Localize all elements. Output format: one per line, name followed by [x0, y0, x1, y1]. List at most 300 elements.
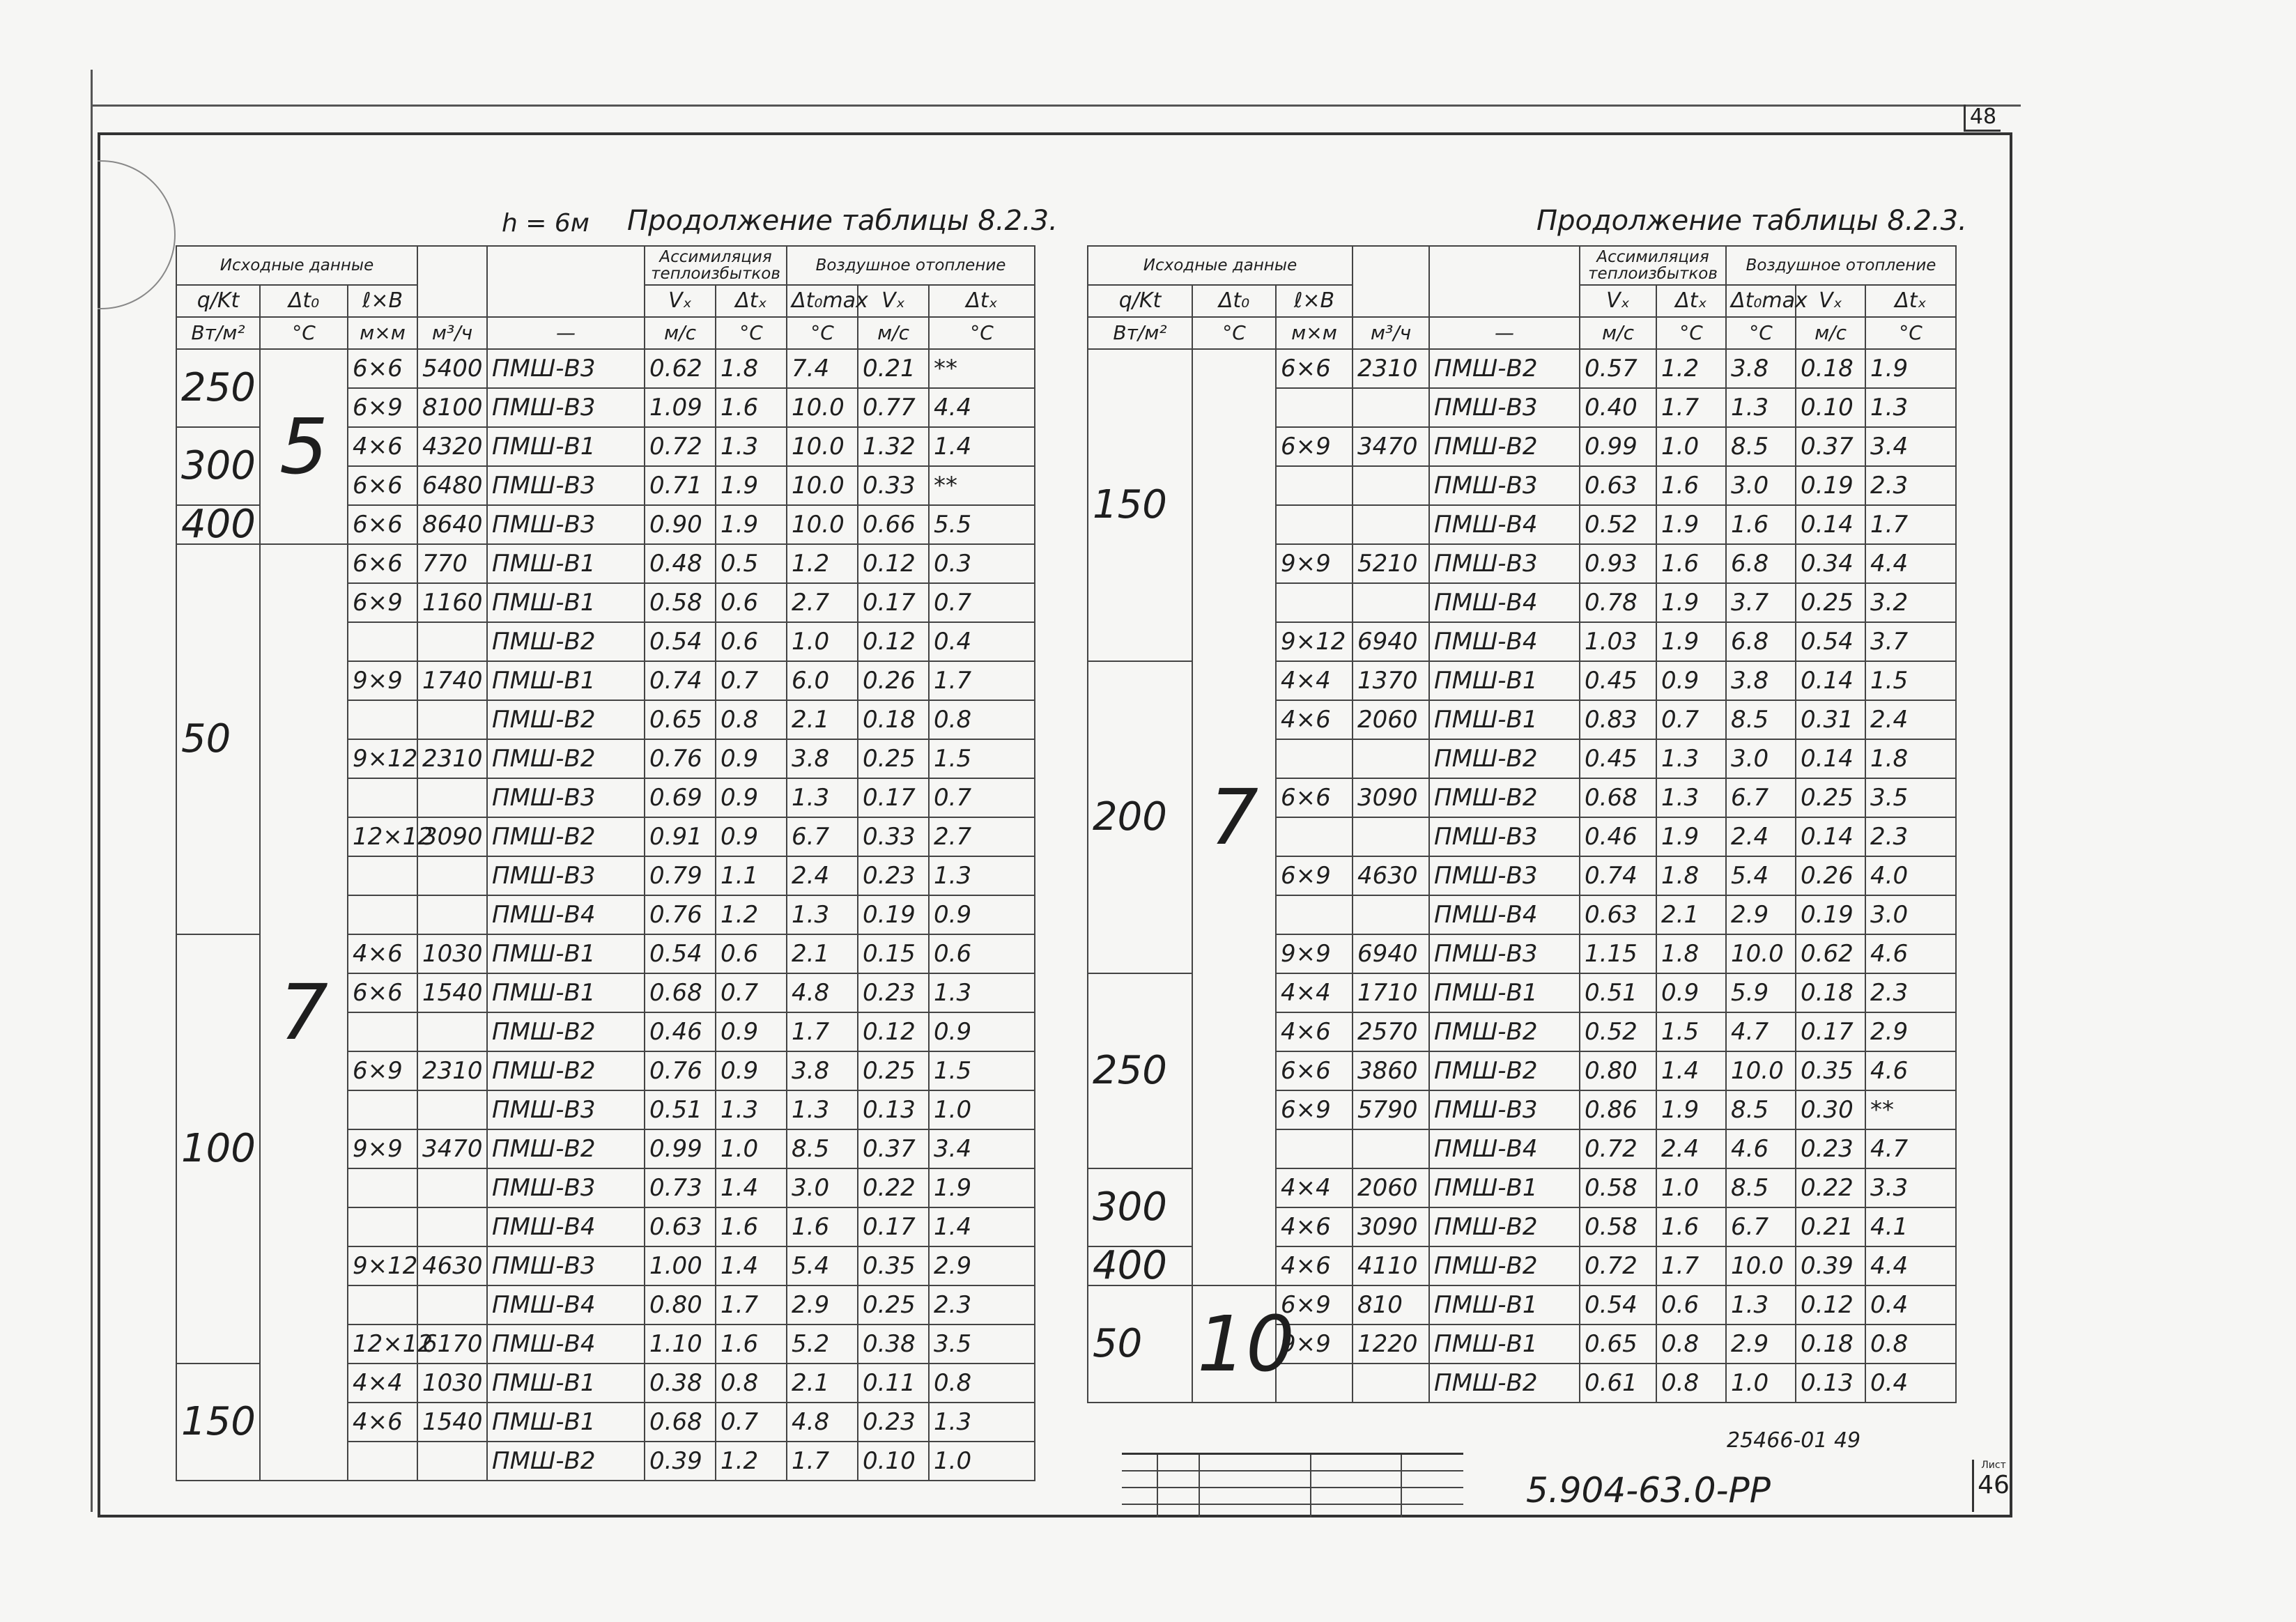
- q-value-cell: 300: [176, 427, 260, 505]
- cell-dtx2: **: [929, 349, 1035, 388]
- unit-dtx1: °C: [716, 317, 787, 349]
- cell-lxb: 4×4: [348, 1364, 417, 1403]
- cell-type: ПМШ-В1: [487, 583, 645, 622]
- cell-lo: 770: [417, 544, 487, 583]
- cell-dtx1: 0.6: [1656, 1285, 1726, 1324]
- cell-lxb: 6×6: [1276, 778, 1353, 817]
- cell-vx2: 0.23: [858, 1403, 929, 1442]
- cell-lo: 5400: [417, 349, 487, 388]
- cell-lo: [1353, 1129, 1429, 1168]
- cell-lo: 1030: [417, 1364, 487, 1403]
- cell-type: ПМШ-В3: [1429, 817, 1580, 856]
- cell-vx1: 0.79: [645, 856, 716, 895]
- cell-dtx1: 1.7: [716, 1285, 787, 1324]
- cell-dtx1: 0.9: [1656, 973, 1726, 1012]
- unit-lo: м³/ч: [417, 317, 487, 349]
- cell-lo: 6940: [1353, 934, 1429, 973]
- cell-type: ПМШ-В2: [487, 739, 645, 778]
- document-code: 5.904-63.0-РР: [1526, 1470, 1771, 1511]
- cell-dtomax: 1.3: [787, 778, 858, 817]
- header-vx2: Vₓ: [858, 285, 929, 317]
- sheet-number: 46: [1978, 1471, 2010, 1499]
- cell-vx1: 0.93: [1580, 544, 1656, 583]
- cell-type: ПМШ-В1: [487, 1364, 645, 1403]
- cell-dtomax: 1.2: [787, 544, 858, 583]
- cell-dtx2: 3.4: [929, 1129, 1035, 1168]
- cell-dtx2: 0.9: [929, 1012, 1035, 1051]
- cell-lo: 3470: [1353, 427, 1429, 466]
- cell-lo: 810: [1353, 1285, 1429, 1324]
- cell-vx1: 0.83: [1580, 700, 1656, 739]
- cell-lxb: 4×6: [1276, 700, 1353, 739]
- cell-dtomax: 4.8: [787, 1403, 858, 1442]
- cell-type: ПМШ-В2: [487, 622, 645, 661]
- q-value-cell: 100: [176, 934, 260, 1364]
- header-assimilation: Ассимиляция теплоизбытков: [645, 246, 787, 285]
- cell-lxb: 4×6: [348, 1403, 417, 1442]
- cell-vx2: 0.18: [1796, 349, 1865, 388]
- cell-type: ПМШ-В1: [487, 661, 645, 700]
- unit-vx1: м/с: [1580, 317, 1656, 349]
- cell-lxb: [348, 1090, 417, 1129]
- cell-type: ПМШ-В3: [487, 856, 645, 895]
- cell-lo: 1030: [417, 934, 487, 973]
- cell-dtx1: 0.9: [1656, 661, 1726, 700]
- header-dtx2: Δtₓ: [1865, 285, 1956, 317]
- cell-type: ПМШ-В3: [1429, 1090, 1580, 1129]
- cell-dtomax: 8.5: [1726, 700, 1796, 739]
- cell-dtx1: 0.8: [716, 700, 787, 739]
- cell-dtomax: 1.3: [1726, 388, 1796, 427]
- cell-type: ПМШ-В2: [1429, 1246, 1580, 1285]
- cell-vx1: 0.68: [645, 1403, 716, 1442]
- cell-vx1: 1.10: [645, 1324, 716, 1364]
- cell-dtomax: 3.8: [1726, 349, 1796, 388]
- cell-vx2: 0.31: [1796, 700, 1865, 739]
- cell-vx2: 0.19: [1796, 895, 1865, 934]
- header-dto: Δt₀: [1192, 285, 1276, 317]
- cell-type: ПМШ-В2: [1429, 739, 1580, 778]
- cell-dtx1: 1.3: [1656, 778, 1726, 817]
- cell-type: ПМШ-В2: [487, 1129, 645, 1168]
- unit-dto: °C: [1192, 317, 1276, 349]
- cell-vx1: 0.52: [1580, 1012, 1656, 1051]
- cell-vx2: 0.10: [858, 1442, 929, 1481]
- cell-lxb: [1276, 1129, 1353, 1168]
- cell-lxb: 9×9: [1276, 1324, 1353, 1364]
- cell-vx1: 0.71: [645, 466, 716, 505]
- cell-lxb: 6×9: [1276, 1090, 1353, 1129]
- cell-type: ПМШ-В1: [1429, 1324, 1580, 1364]
- cell-lxb: [348, 778, 417, 817]
- cell-lo: 1160: [417, 583, 487, 622]
- cell-dtx2: 1.0: [929, 1090, 1035, 1129]
- cell-vx1: 0.74: [1580, 856, 1656, 895]
- cell-lo: 1710: [1353, 973, 1429, 1012]
- cell-lxb: [348, 700, 417, 739]
- unit-type: —: [487, 317, 645, 349]
- cell-lo: [1353, 739, 1429, 778]
- cell-lxb: [1276, 388, 1353, 427]
- cell-dtomax: 5.9: [1726, 973, 1796, 1012]
- cell-dtx2: 2.3: [1865, 817, 1956, 856]
- cell-dtx2: 1.4: [929, 427, 1035, 466]
- header-air-heating: Воздушное отопление: [787, 246, 1035, 285]
- cell-lxb: [348, 622, 417, 661]
- dto-value-cell: 7: [260, 544, 348, 1481]
- cell-lo: 1540: [417, 973, 487, 1012]
- cell-lo: 2570: [1353, 1012, 1429, 1051]
- cell-dtx2: 2.3: [929, 1285, 1035, 1324]
- cell-dtomax: 3.0: [1726, 739, 1796, 778]
- cell-lo: 6480: [417, 466, 487, 505]
- cell-dtx1: 0.8: [1656, 1324, 1726, 1364]
- cell-lo: [1353, 895, 1429, 934]
- cell-vx2: 0.26: [858, 661, 929, 700]
- cell-lxb: 9×9: [1276, 544, 1353, 583]
- cell-dtx2: 2.4: [1865, 700, 1956, 739]
- cell-dtomax: 4.7: [1726, 1012, 1796, 1051]
- dto-value-cell: 7: [1192, 349, 1276, 1285]
- cell-dtomax: 10.0: [787, 505, 858, 544]
- left-data-table: [176, 245, 1035, 1481]
- cell-vx1: 0.51: [1580, 973, 1656, 1012]
- cell-dtx2: 3.5: [929, 1324, 1035, 1364]
- header-q: q/Kt: [176, 285, 260, 317]
- table-row: [1088, 1285, 1956, 1324]
- cell-lxb: 6×6: [348, 544, 417, 583]
- footer-number: 25466-01 49: [1727, 1428, 1861, 1453]
- header-lxb: ℓ×B: [348, 285, 417, 317]
- cell-type: ПМШ-В4: [487, 895, 645, 934]
- cell-vx2: 0.25: [858, 1051, 929, 1090]
- cell-lxb: [348, 895, 417, 934]
- cell-dtx2: 0.7: [929, 583, 1035, 622]
- cell-lxb: [348, 1442, 417, 1481]
- cell-vx1: 1.00: [645, 1246, 716, 1285]
- cell-dtomax: 3.7: [1726, 583, 1796, 622]
- header-vx1: Vₓ: [1580, 285, 1656, 317]
- cell-vx2: 0.14: [1796, 817, 1865, 856]
- cell-dtx2: 1.3: [929, 973, 1035, 1012]
- cell-vx2: 0.13: [1796, 1364, 1865, 1403]
- cell-vx1: 0.46: [645, 1012, 716, 1051]
- cell-dtomax: 1.0: [1726, 1364, 1796, 1403]
- cell-vx1: 0.80: [1580, 1051, 1656, 1090]
- cell-dtx1: 1.6: [1656, 1207, 1726, 1246]
- cell-type: ПМШ-В2: [1429, 349, 1580, 388]
- cell-lo: 2310: [417, 1051, 487, 1090]
- cell-dtomax: 6.8: [1726, 622, 1796, 661]
- cell-lo: 1370: [1353, 661, 1429, 700]
- cell-dtx1: 0.6: [716, 934, 787, 973]
- cell-type: ПМШ-В2: [487, 817, 645, 856]
- unit-dtx2: °C: [929, 317, 1035, 349]
- cell-dtx2: 4.4: [1865, 1246, 1956, 1285]
- cell-dtomax: 6.7: [787, 817, 858, 856]
- cell-vx2: 0.22: [1796, 1168, 1865, 1207]
- cell-lxb: 12×12: [348, 817, 417, 856]
- cell-dtomax: 6.0: [787, 661, 858, 700]
- cell-lo: 6940: [1353, 622, 1429, 661]
- q-value-cell: 200: [1088, 661, 1192, 973]
- cell-lxb: 9×9: [1276, 934, 1353, 973]
- cell-dtomax: 1.7: [787, 1442, 858, 1481]
- cell-dtx1: 1.8: [1656, 856, 1726, 895]
- cell-dtx2: 0.4: [929, 622, 1035, 661]
- q-value-cell: 50: [1088, 1285, 1192, 1403]
- cell-lxb: [348, 1285, 417, 1324]
- cell-dtx2: 0.7: [929, 778, 1035, 817]
- cell-dtx2: 0.3: [929, 544, 1035, 583]
- cell-lxb: [348, 856, 417, 895]
- cell-vx2: 0.14: [1796, 661, 1865, 700]
- cell-dtomax: 5.4: [1726, 856, 1796, 895]
- cell-lo: 6170: [417, 1324, 487, 1364]
- cell-lo: [417, 1207, 487, 1246]
- cell-dtx2: 0.8: [929, 700, 1035, 739]
- cell-dtx1: 1.2: [716, 895, 787, 934]
- table-row: [1088, 349, 1956, 388]
- cell-type: ПМШ-В2: [1429, 1207, 1580, 1246]
- q-value-cell: 250: [176, 349, 260, 427]
- cell-dtx1: 1.2: [1656, 349, 1726, 388]
- cell-type: ПМШ-В3: [1429, 544, 1580, 583]
- cell-dtx2: 4.7: [1865, 1129, 1956, 1168]
- cell-dtx1: 0.9: [716, 1012, 787, 1051]
- cell-vx2: 0.33: [858, 466, 929, 505]
- cell-lo: 5790: [1353, 1090, 1429, 1129]
- cell-lxb: 4×6: [348, 427, 417, 466]
- cell-vx2: 0.17: [858, 583, 929, 622]
- cell-type: ПМШ-В3: [487, 466, 645, 505]
- cell-vx1: 0.45: [1580, 739, 1656, 778]
- cell-dtx1: 2.1: [1656, 895, 1726, 934]
- cell-type: ПМШ-В1: [1429, 661, 1580, 700]
- cell-type: ПМШ-В1: [1429, 1285, 1580, 1324]
- cell-vx2: 0.23: [858, 973, 929, 1012]
- unit-q: Вт/м²: [176, 317, 260, 349]
- cell-dtx1: 1.0: [1656, 1168, 1726, 1207]
- cell-lo: 2310: [1353, 349, 1429, 388]
- cell-dtx2: 4.4: [1865, 544, 1956, 583]
- cell-type: ПМШ-В2: [1429, 1012, 1580, 1051]
- cell-vx2: 0.77: [858, 388, 929, 427]
- cell-lo: [417, 778, 487, 817]
- cell-vx2: 0.18: [1796, 973, 1865, 1012]
- cell-dtomax: 1.3: [787, 895, 858, 934]
- cell-vx2: 0.35: [1796, 1051, 1865, 1090]
- cell-dtx2: **: [1865, 1090, 1956, 1129]
- unit-vx1: м/с: [645, 317, 716, 349]
- cell-dtx1: 0.7: [716, 1403, 787, 1442]
- cell-type: ПМШ-В4: [1429, 505, 1580, 544]
- header-q: q/Kt: [1088, 285, 1192, 317]
- cell-dtomax: 10.0: [1726, 1246, 1796, 1285]
- cell-vx2: 0.23: [858, 856, 929, 895]
- cell-type: ПМШ-В1: [1429, 700, 1580, 739]
- cell-type: ПМШ-В3: [487, 1246, 645, 1285]
- cell-type: ПМШ-В3: [487, 349, 645, 388]
- cell-dtomax: 6.7: [1726, 1207, 1796, 1246]
- cell-dtomax: 8.5: [787, 1129, 858, 1168]
- cell-vx1: 0.61: [1580, 1364, 1656, 1403]
- cell-lo: [417, 1168, 487, 1207]
- cell-type: ПМШ-В1: [487, 427, 645, 466]
- cell-lo: [417, 1012, 487, 1051]
- cell-lxb: 4×4: [1276, 661, 1353, 700]
- cell-dtx2: 1.3: [929, 1403, 1035, 1442]
- unit-vx2: м/с: [1796, 317, 1865, 349]
- cell-lxb: [1276, 739, 1353, 778]
- cell-vx1: 0.76: [645, 895, 716, 934]
- cell-vx1: 0.39: [645, 1442, 716, 1481]
- cell-vx1: 0.72: [1580, 1129, 1656, 1168]
- cell-vx1: 0.63: [1580, 895, 1656, 934]
- cell-dtx1: 1.6: [716, 1324, 787, 1364]
- cell-dtx1: 1.1: [716, 856, 787, 895]
- cell-lxb: [348, 1168, 417, 1207]
- cell-vx1: 0.68: [1580, 778, 1656, 817]
- cell-lo: 1540: [417, 1403, 487, 1442]
- cell-type: ПМШ-В2: [487, 1442, 645, 1481]
- cell-dtx1: 1.8: [716, 349, 787, 388]
- cell-type: ПМШ-В1: [487, 973, 645, 1012]
- cell-vx2: 1.32: [858, 427, 929, 466]
- cell-vx1: 0.74: [645, 661, 716, 700]
- cell-vx1: 0.58: [645, 583, 716, 622]
- cell-lo: 5210: [1353, 544, 1429, 583]
- cell-dtx1: 1.4: [1656, 1051, 1726, 1090]
- cell-vx1: 0.65: [645, 700, 716, 739]
- cell-dtx1: 1.9: [1656, 583, 1726, 622]
- sheet-label: Лист: [1981, 1460, 2006, 1471]
- cell-type: ПМШ-В1: [1429, 973, 1580, 1012]
- cell-lo: 3090: [1353, 778, 1429, 817]
- unit-dtx2: °C: [1865, 317, 1956, 349]
- cell-dtx2: 0.4: [1865, 1285, 1956, 1324]
- cell-vx2: 0.66: [858, 505, 929, 544]
- cell-vx1: 0.40: [1580, 388, 1656, 427]
- right-table-heading: Продолжение таблицы 8.2.3.: [1536, 205, 1967, 237]
- cell-dtx1: 0.7: [716, 661, 787, 700]
- cell-dtx1: 0.8: [716, 1364, 787, 1403]
- header-initial-data: Исходные данные: [1088, 246, 1353, 285]
- cell-dtx2: 0.8: [929, 1364, 1035, 1403]
- q-value-cell: 150: [176, 1364, 260, 1481]
- cell-dtx2: 1.8: [1865, 739, 1956, 778]
- cell-vx2: 0.18: [1796, 1324, 1865, 1364]
- cell-dtomax: 10.0: [1726, 1051, 1796, 1090]
- left-table-heading: Продолжение таблицы 8.2.3.: [627, 205, 1058, 237]
- cell-type: ПМШ-В4: [1429, 895, 1580, 934]
- cell-vx1: 1.03: [1580, 622, 1656, 661]
- header-initial-data: Исходные данные: [176, 246, 417, 285]
- cell-vx2: 0.33: [858, 817, 929, 856]
- cell-lo: 3470: [417, 1129, 487, 1168]
- cell-lxb: 6×9: [348, 583, 417, 622]
- cell-dtx2: 1.7: [929, 661, 1035, 700]
- cell-vx2: 0.38: [858, 1324, 929, 1364]
- cell-lo: 2310: [417, 739, 487, 778]
- cell-type: ПМШ-В3: [1429, 388, 1580, 427]
- cell-dtx1: 1.8: [1656, 934, 1726, 973]
- cell-vx2: 0.15: [858, 934, 929, 973]
- cell-dtx1: 1.9: [1656, 817, 1726, 856]
- cell-type: ПМШ-В2: [1429, 1364, 1580, 1403]
- cell-dtx1: 1.2: [716, 1442, 787, 1481]
- cell-vx2: 0.17: [1796, 1012, 1865, 1051]
- header-dtx2: Δtₓ: [929, 285, 1035, 317]
- header-air-heating: Воздушное отопление: [1726, 246, 1956, 285]
- cell-dtomax: 8.5: [1726, 1090, 1796, 1129]
- unit-lxb: м×м: [1276, 317, 1353, 349]
- cell-vx1: 0.54: [1580, 1285, 1656, 1324]
- unit-dtx1: °C: [1656, 317, 1726, 349]
- cell-vx1: 0.54: [645, 622, 716, 661]
- cell-vx1: 0.90: [645, 505, 716, 544]
- cell-dtomax: 2.4: [1726, 817, 1796, 856]
- cell-dtx2: 1.4: [929, 1207, 1035, 1246]
- cell-vx2: 0.18: [858, 700, 929, 739]
- cell-vx2: 0.54: [1796, 622, 1865, 661]
- q-value-cell: 250: [1088, 973, 1192, 1168]
- cell-dtx2: 4.6: [1865, 1051, 1956, 1090]
- table-row: [176, 349, 1035, 388]
- cell-type: ПМШ-В4: [487, 1285, 645, 1324]
- cell-type: ПМШ-В3: [487, 778, 645, 817]
- cell-dtomax: 2.1: [787, 700, 858, 739]
- top-sheet-number: 48: [1964, 105, 2001, 132]
- cell-lxb: 6×6: [348, 973, 417, 1012]
- cell-lxb: 9×9: [348, 661, 417, 700]
- cell-lxb: 4×6: [1276, 1246, 1353, 1285]
- cell-dtx1: 1.5: [1656, 1012, 1726, 1051]
- cell-lo: [417, 856, 487, 895]
- cell-dtomax: 6.7: [1726, 778, 1796, 817]
- cell-lo: 4630: [1353, 856, 1429, 895]
- header-dtomax: Δt₀max: [787, 285, 858, 317]
- cell-type: ПМШ-В4: [1429, 622, 1580, 661]
- cell-dtx1: 0.9: [716, 817, 787, 856]
- cell-lo: 3090: [417, 817, 487, 856]
- cell-lo: [417, 1442, 487, 1481]
- cell-dtx1: 1.0: [1656, 427, 1726, 466]
- cell-lxb: 4×6: [1276, 1012, 1353, 1051]
- cell-dtomax: 8.5: [1726, 1168, 1796, 1207]
- cell-dtx2: 4.4: [929, 388, 1035, 427]
- cell-vx2: 0.25: [858, 739, 929, 778]
- cell-dtx2: 3.7: [1865, 622, 1956, 661]
- cell-dtomax: 3.8: [787, 1051, 858, 1090]
- cell-dtomax: 10.0: [787, 388, 858, 427]
- cell-vx2: 0.12: [858, 622, 929, 661]
- cell-dtx2: 1.9: [929, 1168, 1035, 1207]
- cell-lxb: [348, 1012, 417, 1051]
- cell-dtomax: 10.0: [787, 466, 858, 505]
- cell-dtx2: 4.6: [1865, 934, 1956, 973]
- cell-vx2: 0.12: [858, 1012, 929, 1051]
- unit-dtomax: °C: [1726, 317, 1796, 349]
- cell-dtomax: 2.9: [787, 1285, 858, 1324]
- cell-dtx2: 2.7: [929, 817, 1035, 856]
- cell-dtomax: 2.1: [787, 1364, 858, 1403]
- cell-lxb: 4×6: [1276, 1207, 1353, 1246]
- cell-dtx1: 0.7: [1656, 700, 1726, 739]
- cell-lxb: 9×12: [1276, 622, 1353, 661]
- outer-frame-line: [91, 105, 2021, 107]
- cell-type: ПМШ-В4: [487, 1207, 645, 1246]
